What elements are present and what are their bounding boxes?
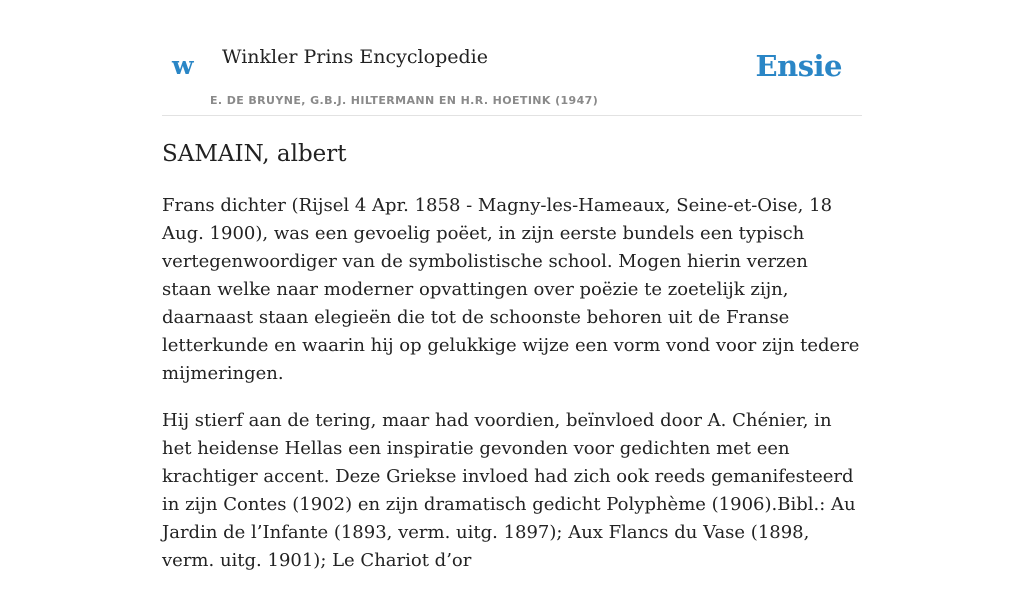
entry-body (162, 192, 862, 594)
source-title[interactable]: Winkler Prins Encyclopedie (222, 46, 488, 68)
entry-paragraph: Hij stierf aan de tering, maar had voordien, beïnvloed door A. Chénier, in het heidense Hellas een inspiratie gevonden voor gedichten met een krachtiger accent. Deze Griekse invloed had zich ook reeds gemanifesteerd in zijn Contes (1902) en zijn dramatisch gedicht Polyphème (1906).Bibl.: Au Jardin de l’Infante (1893, verm. uitg. 1897); Aux Flancs du Vase (1898, verm. uitg. 1901); Le Chariot d’or (162, 410, 856, 571)
header (162, 0, 862, 116)
source-authors: E. DE BRUYNE, G.B.J. HILTERMANN EN H.R. HOETINK (1947) (210, 94, 599, 107)
ensie-logo[interactable]: Ensie (755, 49, 842, 83)
entry-title: SAMAIN, albert (162, 141, 347, 167)
page (162, 0, 862, 571)
entry-paragraph: Frans dichter (Rijsel 4 Apr. 1858 - Magny-les-Hameaux, Seine-et-Oise, 18 Aug. 1900), was een gevoelig poëet, in zijn eerste bundels een typisch vertegenwoordiger van de symbolistische school. Mogen hierin verzen staan welke naar moderner opvattingen over poëzie te zoetelijk zijn, daarnaast staan elegieën die tot de schoonste behoren uit de Franse letterkunde en waarin hij op gelukkige wijze een vorm vond voor zijn tedere mijmeringen. (162, 195, 860, 384)
winkler-prins-logo[interactable]: w (172, 51, 194, 80)
